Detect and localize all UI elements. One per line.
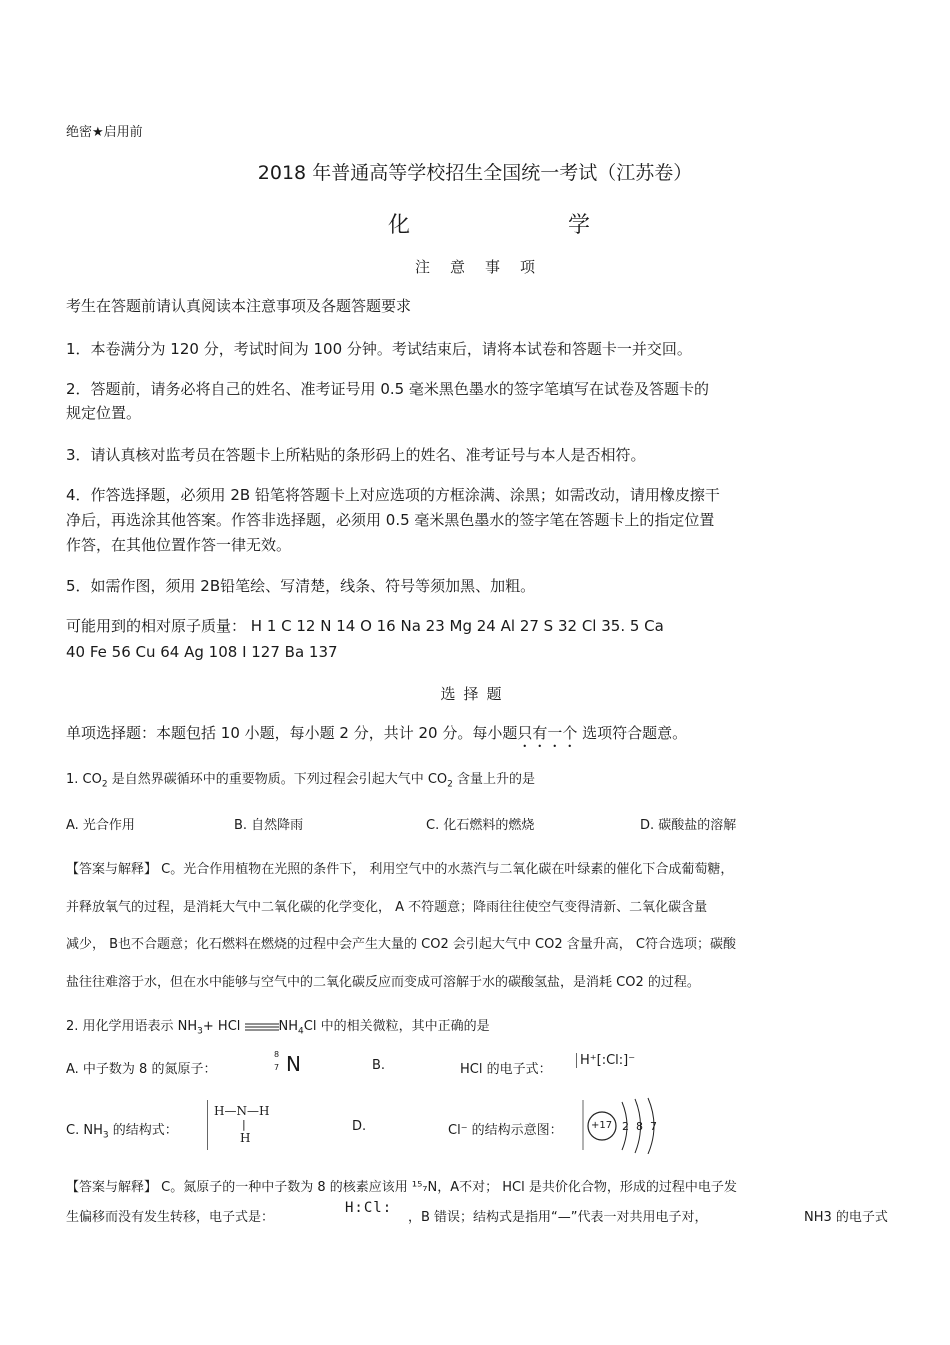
q1-stem-c: 含量上升的是 — [452, 772, 536, 787]
chloride-ion-diagram — [582, 1096, 664, 1154]
nuclide-atomic-number: 7 — [274, 1063, 280, 1072]
ion-shell-2: 8 — [636, 1120, 643, 1133]
q2-sub4: 4 — [298, 1026, 304, 1037]
q2-stem — [66, 1017, 490, 1042]
q2-option-d-label: D. — [352, 1119, 367, 1134]
confidential-label: 绝密★启用前 — [66, 125, 143, 140]
nuclide-symbol: N — [286, 1052, 301, 1076]
q2-option-c-a: C. NH — [66, 1123, 103, 1138]
nuclide-notation — [274, 1050, 310, 1078]
q2-explanation-1: 【答案与解释】 C。氮原子的一种中子数为 8 的核素应该用 ¹⁵₇N，A不对； HCl 是共价化合物，形成的过程中电子发 — [66, 1180, 737, 1195]
q1-stem-b: 是自然界碳循环中的重要物质。下列过程会引起大气中 CO — [107, 772, 448, 787]
q1-explanation-2: 并释放氧气的过程，是消耗大气中二氧化碳的化学变化， A 不符题意；降雨往往使空气变得清新、二氧化碳含量 — [66, 900, 708, 915]
q1-explanation-3: 减少， B也不合题意；化石燃料在燃烧的过程中会产生大量的 CO2 会引起大气中 CO2 含量升高， C符合选项；碳酸 — [66, 937, 736, 952]
q2-explanation-2c: NH3 的电子式 — [804, 1210, 888, 1225]
q1-option-a: A. 光合作用 — [66, 818, 135, 833]
q2-stem-d: Cl 中的相关微粒，其中正确的是 — [303, 1019, 490, 1034]
atomic-mass-line-2: 40 Fe 56 Cu 64 Ag 108 I 127 Ba 137 — [66, 643, 338, 661]
subject-char-2: 学 — [568, 213, 591, 238]
q2-stem-a: 2. 用化学用语表示 NH — [66, 1019, 198, 1034]
notice-item-4a: 4．作答选择题，必须用 2B 铅笔将答题卡上对应选项的方框涂满、涂黑；如需改动，请用橡皮擦干 — [66, 486, 720, 504]
q2-option-a: A. 中子数为 8 的氮原子： — [66, 1062, 217, 1077]
section-title: 选择题 — [440, 685, 510, 703]
ion-shell-3: 7 — [650, 1120, 657, 1133]
q2-option-c-sub: 3 — [102, 1130, 109, 1141]
notice-heading: 注意事项 — [414, 258, 555, 276]
q2-stem-c: NH — [278, 1019, 299, 1034]
q1-sub2: 2 — [447, 779, 453, 790]
hcl-electron-formula: H⁺[:Cl:]⁻ — [576, 1053, 635, 1068]
q1-stem-a: 1. CO — [66, 772, 102, 787]
q2-sub3: 3 — [197, 1026, 203, 1037]
instruction-emphasis: 只有一个 — [517, 724, 578, 742]
q1-stem — [66, 770, 535, 795]
notice-item-2b: 规定位置。 — [66, 404, 142, 422]
q2-option-c-b: 的结构式： — [108, 1123, 178, 1138]
q2-stem-b: + HCl — [202, 1019, 241, 1034]
q2-option-b-label: B. — [372, 1058, 386, 1073]
q1-sub: 2 — [101, 779, 108, 790]
notice-item-4b: 净后，再选涂其他答案。作答非选择题，必须用 0.5 毫米黑色墨水的签字笔在答题卡上的指定位置 — [66, 511, 715, 529]
notice-item-2a: 2．答题前，请务必将自己的姓名、准考证号用 0.5 毫米黑色墨水的签字笔填写在试卷及答题卡的 — [66, 380, 709, 398]
ion-nucleus-charge: +17 — [591, 1120, 613, 1131]
notice-item-4c: 作答，在其他位置作答一律无效。 — [66, 536, 292, 554]
q2-explanation-2a: 生偏移而没有发生转移，电子式是： — [66, 1210, 275, 1225]
struct-bottom: H — [240, 1131, 251, 1145]
hcl-lewis-formula: H:Cl: — [345, 1200, 393, 1216]
q2-option-d-text: Cl⁻ 的结构示意图： — [448, 1123, 563, 1138]
ion-shell-1: 2 — [622, 1120, 629, 1133]
instruction-part-b: 选项符合题意。 — [577, 724, 688, 742]
atomic-mass-line-1: 可能用到的相对原子质量： H 1 C 12 N 14 O 16 Na 23 Mg 24 Al 27 S 32 Cl 35. 5 Ca — [66, 617, 664, 635]
q2-option-c — [66, 1119, 178, 1141]
nuclide-mass-number: 8 — [274, 1050, 280, 1059]
section-instruction — [66, 721, 687, 751]
instruction-part-a: 单项选择题：本题包括 10 小题，每小题 2 分，共计 20 分。每小题 — [66, 724, 518, 742]
equals-arrow-icon — [245, 1022, 279, 1032]
notice-item-1: 1．本卷满分为 120 分，考试时间为 100 分钟。考试结束后，请将本试卷和答题卡一并交回。 — [66, 340, 692, 358]
notice-item-5: 5．如需作图，须用 2B铅笔绘、写清楚，线条、符号等须加黑、加粗。 — [66, 577, 536, 595]
q1-option-b: B. 自然降雨 — [234, 818, 304, 833]
q1-option-d: D. 碳酸盐的溶解 — [640, 818, 737, 833]
q2-option-b-text: HCl 的电子式： — [460, 1062, 552, 1077]
nh3-structural-formula — [207, 1100, 284, 1150]
notice-intro: 考生在答题前请认真阅读本注意事项及各题答题要求 — [66, 297, 412, 315]
notice-item-3: 3．请认真核对监考员在答题卡上所粘贴的条形码上的姓名、准考证号与本人是否相符。 — [66, 446, 646, 464]
struct-bond: | — [242, 1118, 246, 1131]
subject-char-1: 化 — [388, 213, 411, 238]
q1-explanation-1: 【答案与解释】 C。光合作用植物在光照的条件下， 利用空气中的水蒸汽与二氧化碳在叶绿素的催化下合成葡萄糖， — [66, 862, 734, 877]
q1-explanation-4: 盐往往难溶于水，但在水中能够与空气中的二氧化碳反应而变成可溶解于水的碳酸氢盐，是消耗 CO2 的过程。 — [66, 975, 700, 990]
struct-top: H—N—H — [214, 1104, 270, 1118]
q1-option-c: C. 化石燃料的燃烧 — [426, 818, 535, 833]
q2-explanation-2b: ，B 错误；结构式是指用“—”代表一对共用电子对， — [408, 1210, 708, 1225]
exam-title: 2018 年普通高等学校招生全国统一考试（江苏卷） — [257, 162, 693, 184]
